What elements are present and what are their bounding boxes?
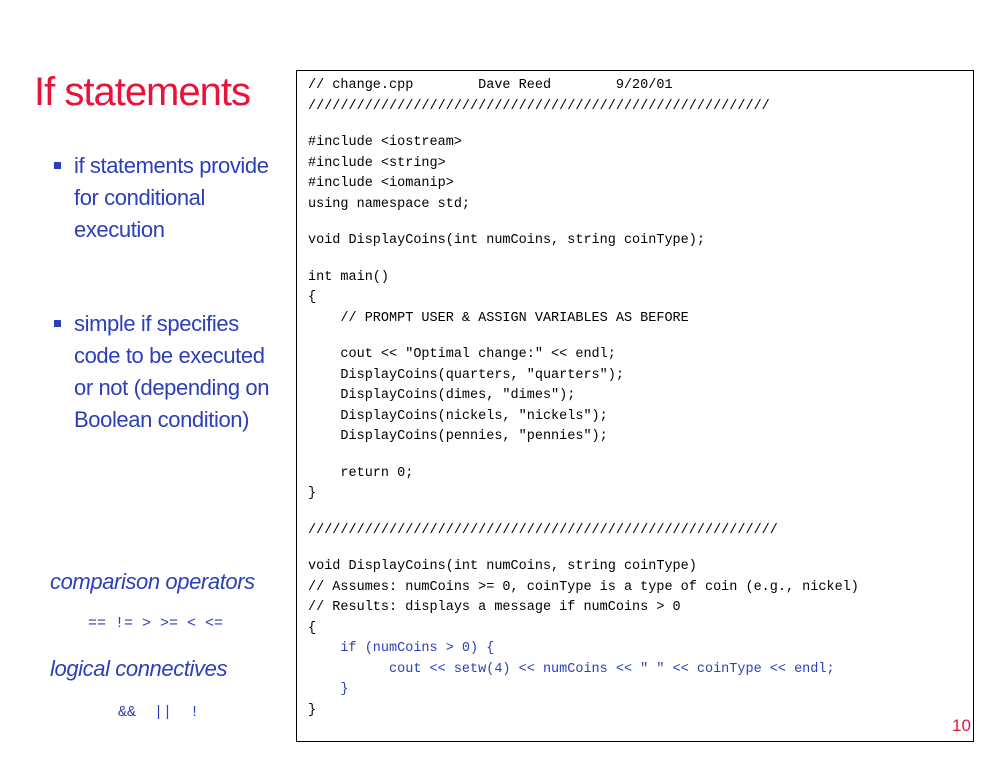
code-line: return 0; — [308, 465, 414, 481]
logical-connectives-list: && || ! — [118, 704, 200, 721]
code-line: } — [308, 702, 317, 718]
code-line: DisplayCoins(nickels, "nickels"); — [308, 408, 608, 424]
square-bullet-icon — [54, 162, 61, 169]
code-line: // PROMPT USER & ASSIGN VARIABLES AS BEFORE — [308, 310, 689, 326]
comparison-operators-heading: comparison operators — [50, 569, 255, 594]
code-line: #include <iomanip> — [308, 176, 454, 191]
code-line: void DisplayCoins(int numCoins, string coinType) — [308, 559, 697, 574]
bullet-item — [52, 308, 282, 436]
slide-number: 10 — [952, 716, 971, 735]
bullet-list — [52, 150, 282, 436]
code-line: void DisplayCoins(int numCoins, string coinType); — [308, 233, 705, 248]
code-line: } — [308, 682, 349, 697]
code-line: int main() — [308, 269, 390, 285]
code-line: DisplayCoins(quarters, "quarters"); — [308, 367, 624, 383]
bullet-text: simple if specifies code to be executed or not (depending on Boolean condition) — [74, 311, 270, 432]
code-line: } — [308, 486, 317, 501]
code-line: cout << setw(4) << numCoins << " " << coinType << endl; — [308, 661, 835, 677]
code-line: { — [308, 620, 317, 636]
code-listing — [296, 70, 974, 742]
code-line: using namespace std; — [308, 196, 471, 212]
bullet-text: if statements provide for conditional execution — [74, 153, 269, 242]
code-line: ////////////////////////////////////////////////////////// — [308, 522, 778, 538]
code-line: cout << "Optimal change:" << endl; — [308, 347, 616, 362]
code-line: #include <string> — [308, 155, 446, 171]
square-bullet-icon — [54, 320, 61, 327]
code-line: // Results: displays a message if numCoins > 0 — [308, 600, 681, 615]
code-line: ///////////////////////////////////////////////////////// — [308, 98, 770, 114]
code-line: #include <iostream> — [308, 135, 462, 150]
code-line: DisplayCoins(pennies, "pennies"); — [308, 429, 608, 444]
bullet-item — [52, 150, 282, 246]
code-line: DisplayCoins(dimes, "dimes"); — [308, 388, 576, 403]
code-line: // change.cpp Dave Reed 9/20/01 — [308, 78, 673, 93]
code-line: // Assumes: numCoins >= 0, coinType is a type of coin (e.g., nickel) — [308, 579, 859, 595]
code-line: { — [308, 290, 317, 305]
logical-connectives-heading: logical connectives — [50, 656, 228, 681]
comparison-operators-list: == != > >= < <= — [88, 615, 224, 632]
code-line: if (numCoins > 0) { — [308, 641, 495, 656]
slide-title: If statements — [34, 70, 250, 114]
